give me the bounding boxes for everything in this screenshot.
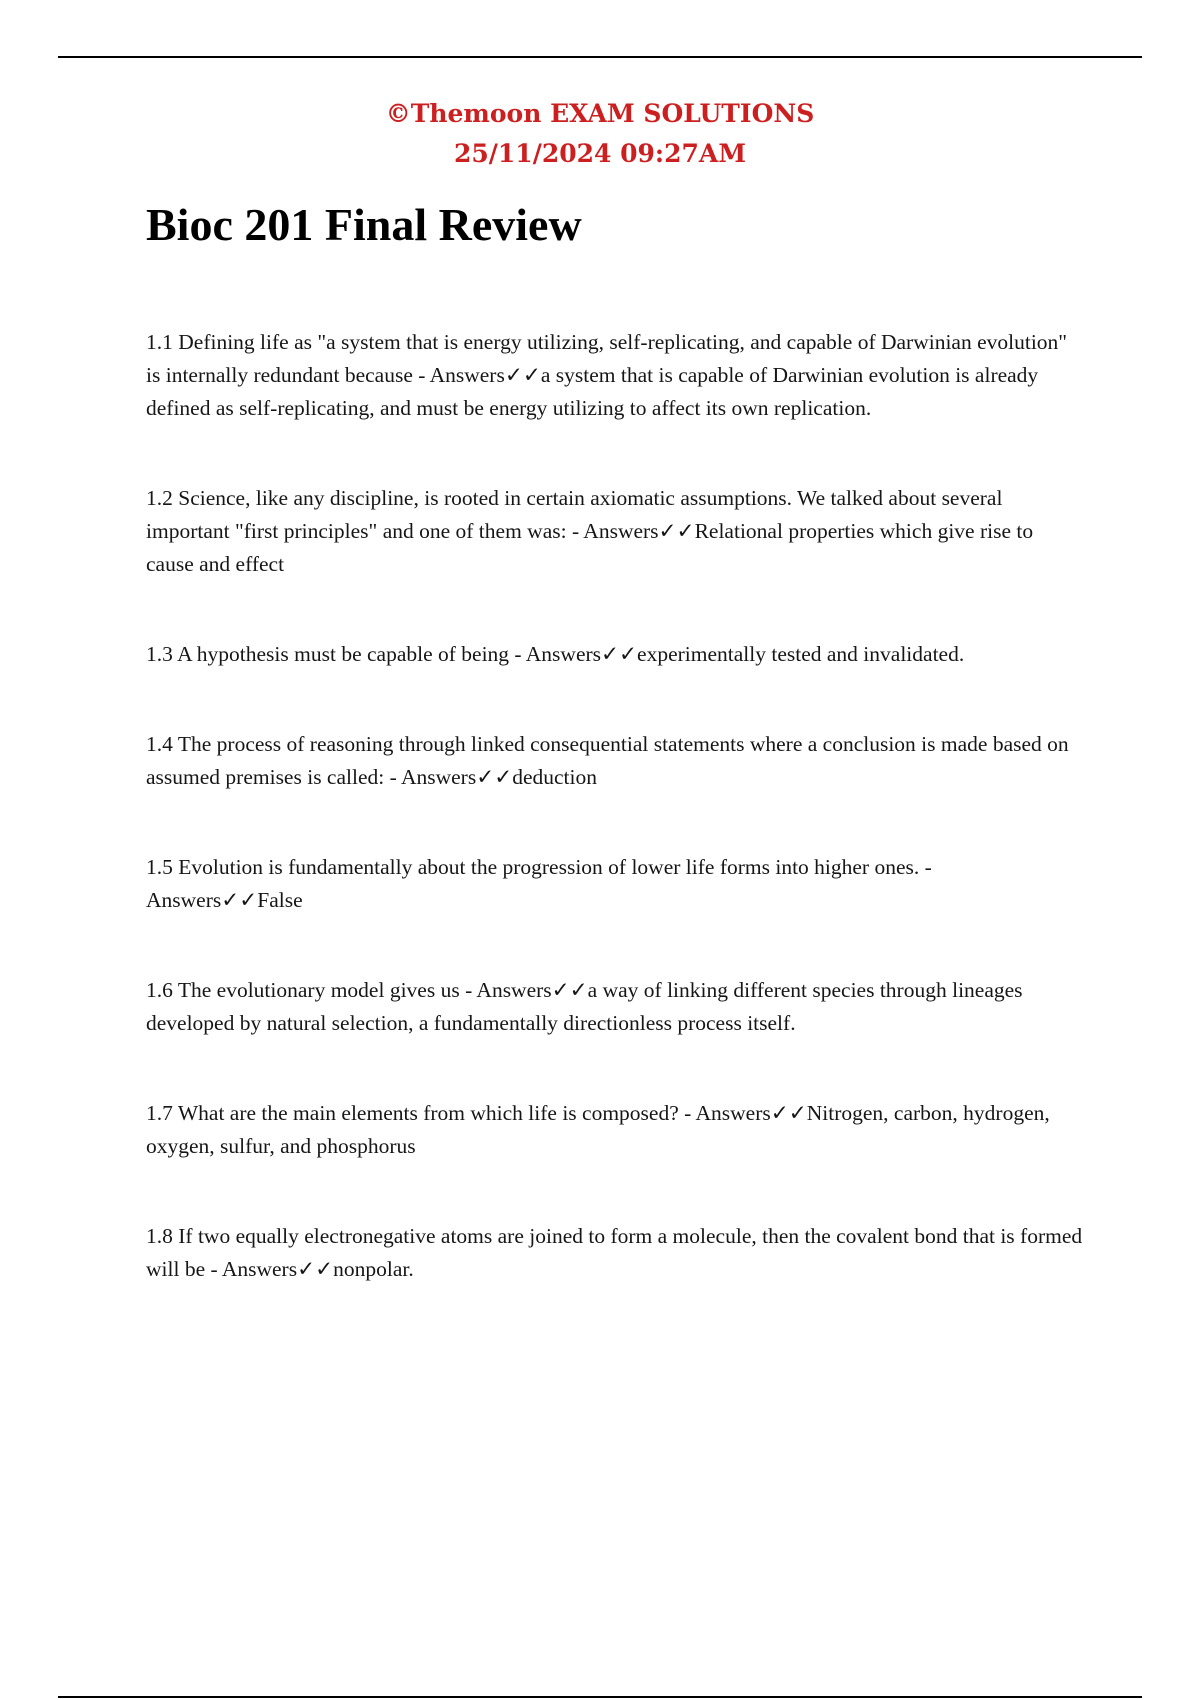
- top-divider: [58, 56, 1142, 58]
- qa-item: 1.2 Science, like any discipline, is rooted in certain axiomatic assumptions. We talked about several important "first principles" and one of them was: - Answers✓✓Relational properties which give rise to cause and effect: [146, 486, 1034, 576]
- qa-item: 1.6 The evolutionary model gives us - Answers✓✓a way of linking different species through lineages developed by natural selection, a fundamentally directionless process itself.: [146, 978, 1023, 1035]
- qa-item: 1.1 Defining life as "a system that is energy utilizing, self-replicating, and capable of Darwinian evolution" is internally redundant because - Answers✓✓a system that is capable of Darwinian evolution is already defined as self-replicating, and must be energy utilizing to affect its own replication.: [146, 330, 1068, 420]
- qa-item: 1.3 A hypothesis must be capable of being - Answers✓✓experimentally tested and invalidated.: [146, 642, 965, 666]
- question-answer-list: [146, 326, 1086, 1286]
- watermark-line-1: ©Themoon EXAM SOLUTIONS: [385, 99, 815, 128]
- watermark-line-2: 25/11/2024 09:27AM: [453, 139, 746, 168]
- bottom-divider: [58, 1696, 1142, 1698]
- document-title: Bioc 201 Final Review: [146, 199, 582, 250]
- watermark-header: [0, 94, 1200, 174]
- qa-item: 1.5 Evolution is fundamentally about the progression of lower life forms into higher ones. - Answers✓✓False: [146, 855, 932, 912]
- qa-item: 1.7 What are the main elements from which life is composed? - Answers✓✓Nitrogen, carbon, hydrogen, oxygen, sulfur, and phosphorus: [146, 1101, 1050, 1158]
- qa-item: 1.8 If two equally electronegative atoms are joined to form a molecule, then the covalent bond that is formed will be - Answers✓✓nonpolar.: [146, 1224, 1083, 1281]
- qa-item: 1.4 The process of reasoning through linked consequential statements where a conclusion is made based on assumed premises is called: - Answers✓✓deduction: [146, 732, 1069, 789]
